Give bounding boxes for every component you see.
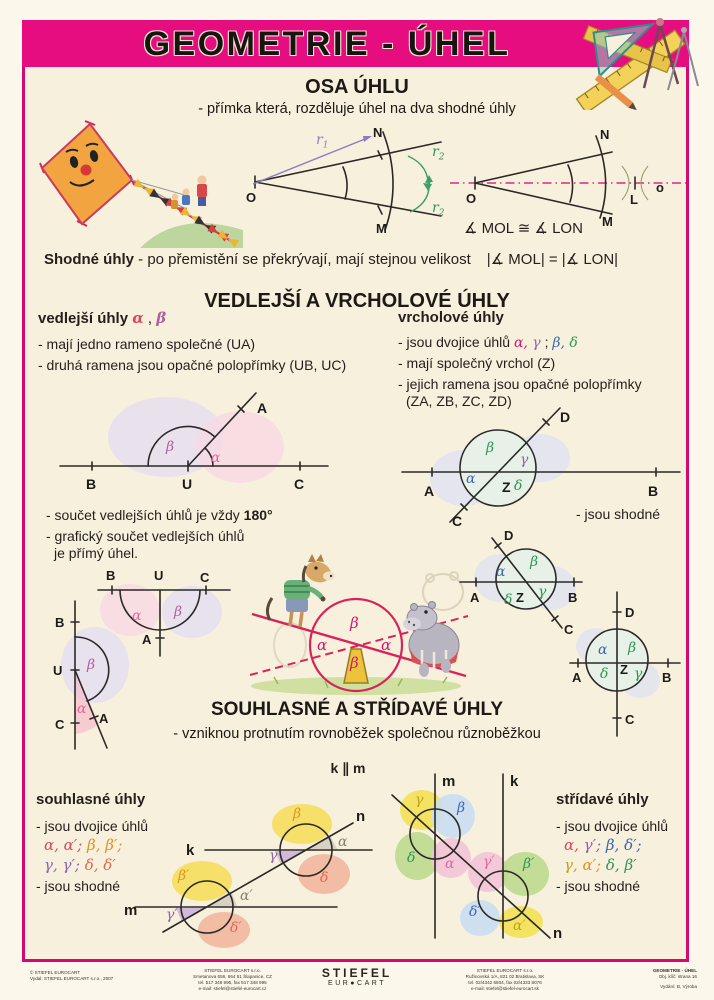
point-label-B: B bbox=[662, 670, 672, 685]
angle-axis-diagram bbox=[450, 126, 692, 230]
angle-label-delta-prime: δ′ bbox=[469, 904, 481, 920]
publisher-logo: STIEFEL EUR●CART bbox=[321, 966, 393, 987]
angle-label-beta: β bbox=[530, 554, 539, 570]
adjacent-angles-diagram bbox=[48, 385, 340, 505]
kite-illustration bbox=[28, 118, 243, 248]
stridave-title: střídavé úhly bbox=[556, 791, 649, 808]
angle-label-alpha: α bbox=[496, 564, 506, 580]
point-label-M2: M bbox=[602, 214, 613, 229]
angle-label-beta: β bbox=[174, 604, 183, 620]
stridave-bullet-1: - jsou dvojice úhlů bbox=[556, 818, 669, 834]
section-heading-osa-uhlu: OSA ÚHLU bbox=[305, 76, 409, 98]
angle-label-beta: β bbox=[457, 800, 466, 816]
souhlasne-bullet-1: - jsou dvojice úhlů bbox=[36, 818, 149, 834]
line-label-k: k bbox=[186, 842, 195, 859]
section-heading-vedlejsi-vrcholove: VEDLEJŠÍ A VRCHOLOVÉ ÚHLY bbox=[204, 290, 510, 312]
osa-subtitle: - přímka která, rozděluje úhel na dva shodné úhly bbox=[198, 101, 516, 117]
stridave-pairs-1: α, γ′; β, δ′; bbox=[564, 836, 642, 854]
point-label-A: A bbox=[142, 632, 152, 647]
congruence-statement: ∡ MOL ≅ ∡ LON bbox=[464, 220, 583, 237]
vrcholove-title: vrcholové úhly bbox=[398, 309, 504, 326]
point-label-A: A bbox=[257, 400, 268, 416]
point-label-Z: Z bbox=[620, 662, 628, 677]
point-label-N2: N bbox=[600, 127, 610, 142]
vrcholove-bullet-3b: (ZA, ZB, ZC, ZD) bbox=[406, 393, 512, 409]
angle-label-beta-prime: β′ bbox=[523, 856, 535, 872]
angle-label-gamma: γ bbox=[634, 666, 643, 682]
angle-label-alpha: α bbox=[598, 642, 608, 658]
angle-label-beta-prime: β′ bbox=[178, 868, 190, 884]
angle-label-gamma: γ bbox=[269, 848, 278, 864]
souhlasne-subtitle: - vzniknou protnutím rovnoběžek společnou různoběžkou bbox=[173, 726, 541, 742]
point-label-B: B bbox=[106, 568, 116, 583]
point-label-O: O bbox=[246, 190, 257, 205]
angle-label-beta: β bbox=[486, 440, 495, 456]
point-label-D: D bbox=[625, 605, 635, 620]
vedlejsi-graf-bullet-1: - grafický součet vedlejších úhlů bbox=[46, 528, 245, 544]
alternate-angles-diagram bbox=[385, 768, 573, 946]
vedlejsi-bullet-2: - druhá ramena jsou opačné polopřímky (UB, UC) bbox=[38, 357, 347, 373]
radius-label-r2: $r_2$ bbox=[432, 144, 445, 163]
footer-copyright: © STIEFEL EUROCART Vydal: STIEFEL EUROCART s.r.o., 2007 bbox=[30, 970, 114, 981]
point-label-Z: Z bbox=[516, 590, 524, 605]
angle-label-gamma-prime: γ′ bbox=[166, 907, 178, 923]
shodne-uhly-formula: |∡ MOL| = |∡ LON| bbox=[486, 251, 619, 268]
radius-label-r1: $r_1$ bbox=[316, 132, 329, 151]
radius-label-r2b: $r_2$ bbox=[432, 200, 445, 219]
seesaw-illustration bbox=[238, 550, 473, 698]
angle-label-delta: δ bbox=[407, 850, 416, 866]
vedlejsi-bullet-1: - mají jedno rameno společné (UA) bbox=[38, 336, 256, 352]
footer-address-sk: STIEFEL EUROCART s.r.o. Ružinovská 1/A, 821 02 Bratislava, SK tel. 02/4342 6804, fax 02/4333 8076 e-mail: stiefel@stiefel-eurocart.sk bbox=[465, 968, 545, 991]
footer-product-info: GEOMETRIE - ÚHEL Obj. klíč: strana 16 Vydání: B, Výroba bbox=[652, 968, 697, 989]
souhlasne-pairs-2: γ, γ′; δ, δ′ bbox=[44, 856, 116, 874]
point-label-A: A bbox=[572, 670, 582, 685]
angle-label-alpha: α bbox=[77, 701, 87, 717]
vedlejsi-title: vedlejší úhly α , β bbox=[38, 309, 167, 327]
vrcholove-bullet-1: - jsou dvojice úhlů α, γ ; β, δ bbox=[398, 334, 578, 351]
seesaw-angle-alpha-right: α bbox=[381, 636, 392, 654]
vrcholove-note: - jsou shodné bbox=[576, 506, 661, 522]
hippo-figure bbox=[403, 602, 459, 678]
line-label-n: n bbox=[356, 808, 366, 825]
point-label-M: M bbox=[376, 221, 387, 236]
angle-label-beta: β bbox=[628, 640, 637, 656]
angle-label-gamma: γ bbox=[538, 584, 547, 600]
point-label-C: C bbox=[452, 513, 463, 529]
point-label-D: D bbox=[560, 409, 571, 425]
angle-label-beta: β bbox=[87, 657, 96, 673]
footer-address-cz: STIEFEL EUROCART s.r.o. Smetanova 656, 664 51 Šlapanice, CZ tel. 517 348 995, fax 517 348 995 e-mail: stiefel@stiefel-eurocart.cz bbox=[193, 968, 272, 991]
angle-label-alpha: α bbox=[338, 834, 348, 850]
point-label-B: B bbox=[86, 476, 97, 492]
point-label-L: L bbox=[630, 192, 638, 207]
souhlasne-bullet-2: - jsou shodné bbox=[36, 878, 121, 894]
parallel-lines-label: k ∥ m bbox=[330, 760, 366, 776]
angle-bisector-construction-diagram bbox=[236, 126, 448, 244]
angle-label-delta: δ bbox=[600, 666, 609, 682]
point-label-B: B bbox=[648, 483, 659, 499]
seesaw-angle-alpha-left: α bbox=[317, 636, 328, 654]
point-label-A: A bbox=[470, 590, 480, 605]
point-label-C: C bbox=[294, 476, 305, 492]
line-label-k: k bbox=[510, 773, 519, 790]
angle-label-alpha: α bbox=[445, 856, 455, 872]
point-label-B: B bbox=[55, 615, 65, 630]
souhlasne-title: souhlasné úhly bbox=[36, 791, 146, 808]
line-label-m: m bbox=[124, 902, 138, 919]
angle-label-delta: δ bbox=[504, 592, 513, 608]
angle-label-alpha-prime: α′ bbox=[513, 918, 526, 934]
angle-label-gamma: γ bbox=[415, 792, 424, 808]
angle-label-gamma: γ bbox=[520, 452, 529, 468]
angle-label-alpha: α bbox=[466, 471, 476, 487]
souhlasne-pairs-1: α, α′; β, β′; bbox=[44, 836, 123, 854]
axis-label-o: o bbox=[656, 180, 664, 195]
angle-label-gamma-prime: γ′ bbox=[483, 854, 495, 870]
line-label-m: m bbox=[442, 773, 456, 790]
angle-label-delta-prime: δ′ bbox=[230, 920, 242, 936]
line-label-n: n bbox=[553, 925, 563, 942]
angle-label-alpha-prime: α′ bbox=[240, 888, 253, 904]
shodne-uhly-text: - po přemistění se překrývají, mají stejnou velikost bbox=[134, 251, 471, 268]
poster-title: GEOMETRIE - ÚHEL bbox=[143, 25, 511, 63]
vrcholove-bullet-2: - mají společný vrchol (Z) bbox=[398, 355, 556, 371]
corresponding-angles-diagram bbox=[122, 788, 387, 958]
point-label-C: C bbox=[55, 717, 65, 732]
angle-label-alpha: α bbox=[211, 450, 221, 466]
vedlejsi-graf-bullet-2: je přímý úhel. bbox=[54, 545, 139, 561]
angle-label-delta: δ bbox=[514, 478, 523, 494]
point-label-O2: O bbox=[466, 191, 477, 206]
point-label-C: C bbox=[200, 570, 210, 585]
point-label-A: A bbox=[99, 711, 109, 726]
angle-label-delta: δ bbox=[320, 870, 329, 886]
point-label-A: A bbox=[424, 483, 435, 499]
stridave-bullet-2: - jsou shodné bbox=[556, 878, 641, 894]
angle-label-alpha: α bbox=[132, 608, 142, 624]
shodne-uhly-term: Shodné úhly bbox=[44, 251, 134, 268]
point-label-U: U bbox=[53, 663, 63, 678]
point-label-C: C bbox=[564, 622, 574, 637]
vedlejsi-sum-bullet: - součet vedlejších úhlů je vždy 180° bbox=[46, 507, 273, 523]
point-label-U: U bbox=[154, 568, 164, 583]
vrcholove-bullet-3a: - jejich ramena jsou opačné polopřímky bbox=[398, 376, 642, 392]
angle-label-beta: β bbox=[166, 439, 175, 455]
angle-label-beta: β bbox=[293, 806, 302, 822]
seesaw-angle-beta-top: β bbox=[350, 614, 359, 632]
section-heading-souhlasne-stridave: SOUHLASNÉ A STŘÍDAVÉ ÚHLY bbox=[210, 699, 504, 720]
horse-figure bbox=[267, 554, 335, 627]
point-label-B: B bbox=[568, 590, 578, 605]
shodne-uhly-line bbox=[44, 250, 618, 268]
seesaw-angle-beta-bottom: β bbox=[350, 654, 359, 672]
point-label-C: C bbox=[625, 712, 635, 727]
point-label-U: U bbox=[182, 476, 193, 492]
point-label-D: D bbox=[504, 528, 514, 543]
stridave-pairs-2: γ, α′; δ, β′ bbox=[564, 856, 637, 874]
point-label-N: N bbox=[373, 126, 383, 140]
point-label-Z: Z bbox=[502, 479, 511, 495]
